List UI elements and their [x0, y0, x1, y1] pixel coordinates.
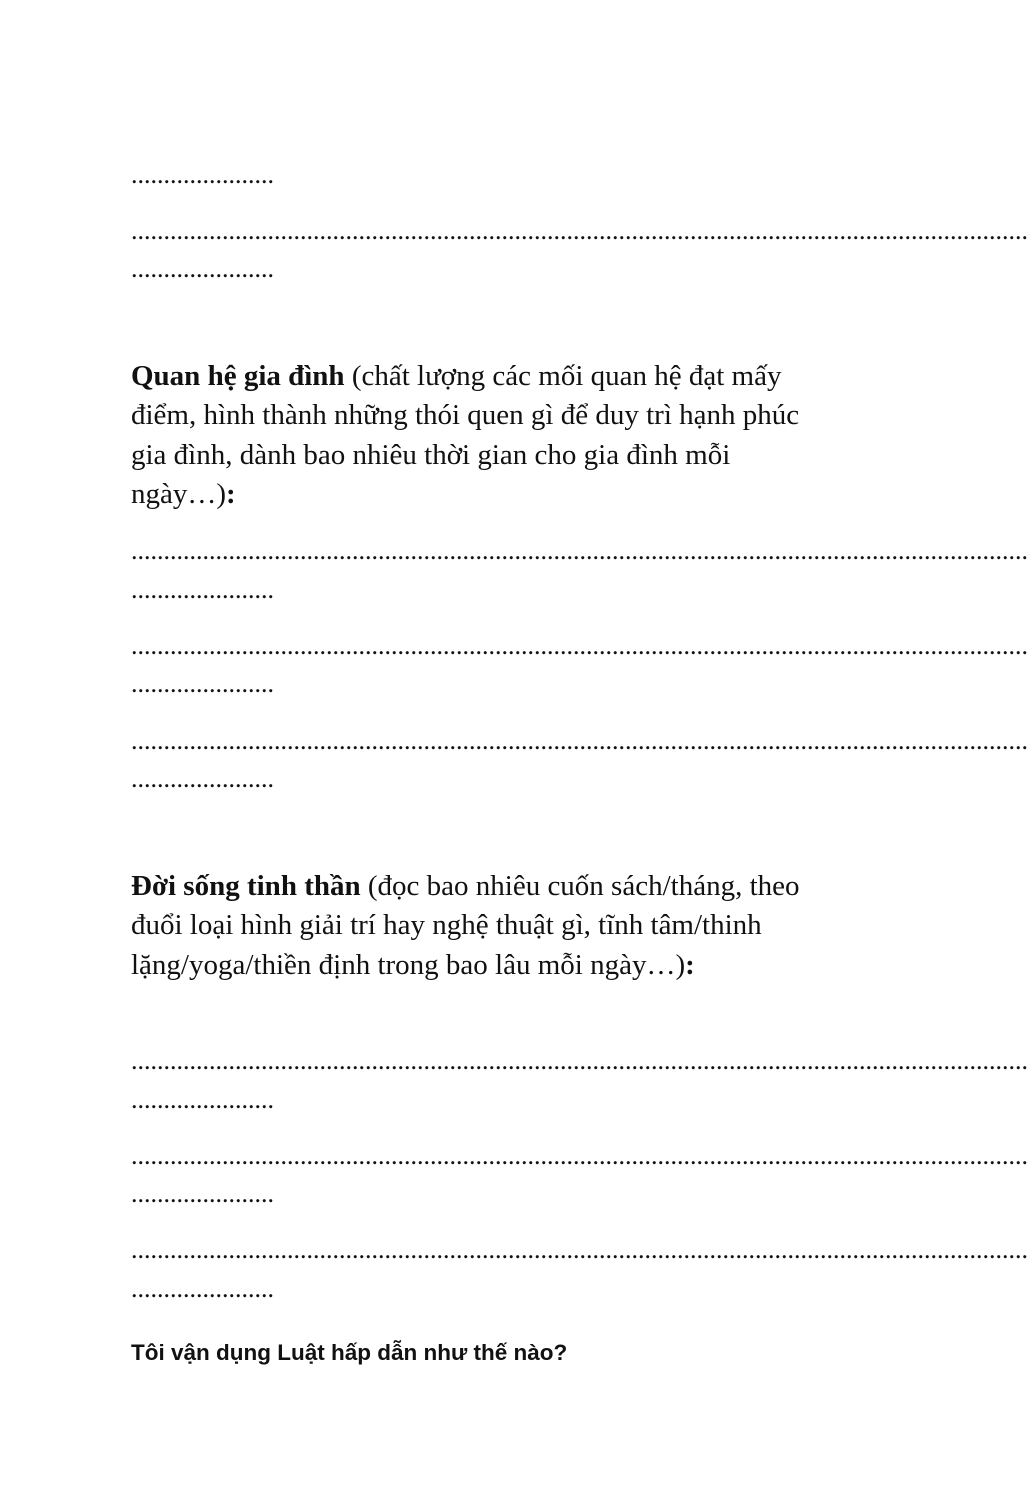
fill-in-line: ...................... [131, 764, 274, 793]
fill-in-line: .......................................................................................................................................... [131, 1046, 1028, 1075]
section-family-colon: : [226, 477, 236, 510]
section-family-description: (chất lượng các mối quan hệ đạt mấy điểm, hình thành những thói quen gì để duy trì hạnh phúc gia đình, dành bao nhiêu thời gian cho gia đình mỗi ngày…) [131, 360, 800, 510]
fill-in-line: ...................... [131, 1274, 274, 1303]
fill-in-line: .......................................................................................................................................... [131, 726, 1028, 755]
fill-in-line: ...................... [131, 254, 274, 283]
section-family-paragraph [131, 357, 821, 514]
section-spiritual-title: Đời sống tinh thần [131, 870, 361, 902]
question-heading: Tôi vận dụng Luật hấp dẫn như thế nào? [131, 1340, 568, 1365]
section-family-title: Quan hệ gia đình [131, 360, 345, 392]
fill-in-line: .......................................................................................................................................... [131, 536, 1028, 565]
fill-in-line: ...................... [131, 1179, 274, 1208]
fill-in-line: ...................... [131, 669, 274, 698]
fill-in-line: ...................... [131, 575, 274, 604]
fill-in-line: .......................................................................................................................................... [131, 1141, 1028, 1170]
fill-in-line: .......................................................................................................................................... [131, 631, 1028, 660]
section-spiritual-paragraph [131, 867, 821, 985]
fill-in-line: .......................................................................................................................................... [131, 216, 1028, 245]
section-spiritual-description: (đọc bao nhiêu cuốn sách/tháng, theo đuổi loại hình giải trí hay nghệ thuật gì, tĩnh tâm/thinh lặng/yoga/thiền định trong bao lâu mỗi ngày…) [131, 870, 800, 981]
fill-in-line: ...................... [131, 160, 274, 189]
fill-in-line: ...................... [131, 1085, 274, 1114]
section-spiritual-colon: : [685, 948, 695, 981]
fill-in-line: .......................................................................................................................................... [131, 1235, 1028, 1264]
